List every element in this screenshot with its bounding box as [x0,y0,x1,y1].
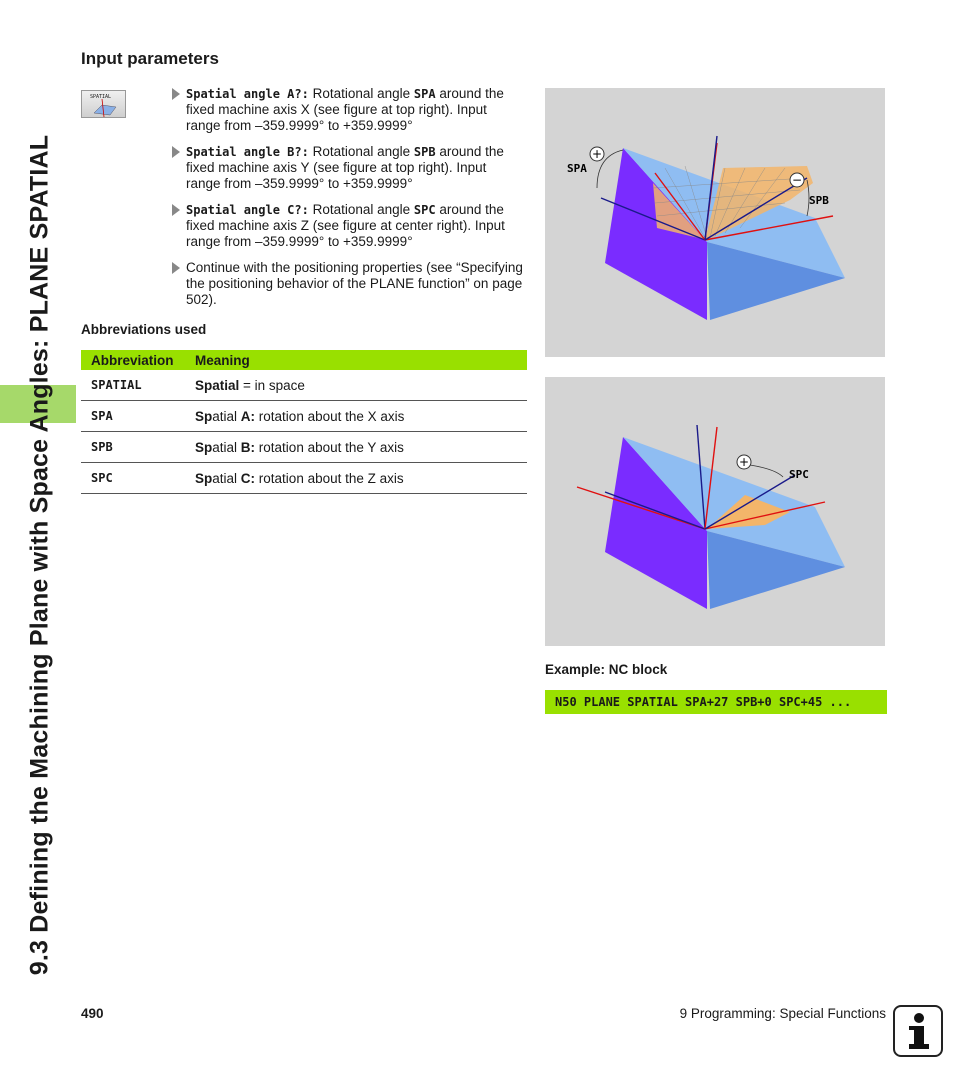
spb-label: SPB [809,194,829,207]
svg-text:+: + [738,455,750,469]
nc-block-code: N50 PLANE SPATIAL SPA+27 SPB+0 SPC+45 ... [545,690,887,714]
plane-icon [82,91,127,119]
param-spa: Spatial angle A?: Rotational angle SPA around the fixed machine axis X (see figure at top right). Input range from –359.9999° to +359.9999° [172,86,524,134]
abbreviations-title: Abbreviations used [81,322,207,337]
table-row [81,401,527,432]
param-spb: Spatial angle B?: Rotational angle SPB around the fixed machine axis Y (see figure at top right). Input range from –359.9999° to +359.9999° [172,144,524,192]
figure-spc [545,377,885,646]
page-number: 490 [81,1006,104,1021]
bullet-arrow-icon [172,88,180,100]
example-title: Example: NC block [545,662,668,677]
softkey-label: SPATIAL [90,94,112,100]
info-icon [893,1005,943,1057]
col-header-abbreviation: Abbreviation [81,350,195,370]
table-row [81,463,527,494]
table-row [81,432,527,463]
spatial-softkey[interactable] [81,90,126,118]
spc-illustration [545,377,885,646]
meaning-cell: Spatial B: rotation about the Y axis [195,432,527,463]
abbr-cell: SPATIAL [81,370,195,401]
param-continue: Continue with the positioning properties (see “Specifying the positioning behavior of the PLANE function” on page 502). [172,260,524,308]
section-title: Input parameters [81,49,219,68]
spa-label: SPA [567,162,587,175]
meaning-cell: Spatial = in space [195,370,527,401]
table-header-row [81,350,527,370]
bullet-arrow-icon [172,204,180,216]
figure-spa-spb [545,88,885,357]
abbr-cell: SPC [81,463,195,494]
col-header-meaning: Meaning [195,350,527,370]
parameter-list [172,86,524,318]
abbr-cell: SPB [81,432,195,463]
svg-text:+: + [591,147,603,161]
param-spc: Spatial angle C?: Rotational angle SPC around the fixed machine axis Z (see figure at center right). Input range from –359.9999° to +359.9999° [172,202,524,250]
bullet-arrow-icon [172,146,180,158]
bullet-arrow-icon [172,262,180,274]
spa-spb-illustration [545,88,885,357]
table-row [81,370,527,401]
meaning-cell: Spatial A: rotation about the X axis [195,401,527,432]
meaning-cell: Spatial C: rotation about the Z axis [195,463,527,494]
svg-text:−: − [791,173,803,187]
abbr-cell: SPA [81,401,195,432]
spc-label: SPC [789,468,809,481]
chapter-footer: 9 Programming: Special Functions [679,1006,886,1021]
abbreviations-table [81,350,527,494]
